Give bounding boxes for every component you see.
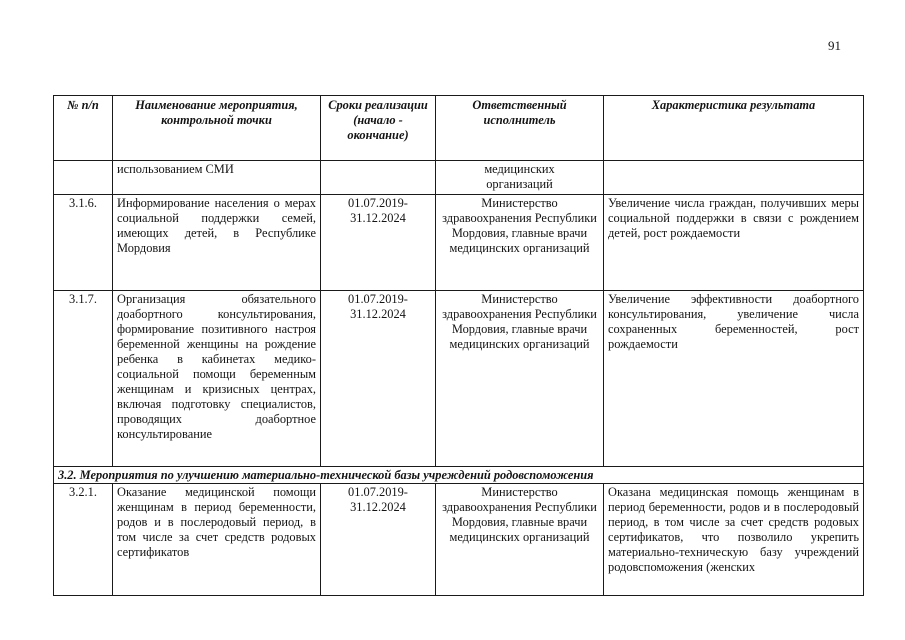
table-row	[54, 291, 864, 467]
table-row	[54, 161, 864, 195]
activities-table	[53, 95, 864, 596]
row-terms-cell: 01.07.2019-31.12.2024	[321, 195, 436, 291]
row-result-cell: Увеличение числа граждан, получивших меры социальной поддержки в связи с рождением детей, рост рождаемости	[604, 195, 864, 291]
table-row	[54, 195, 864, 291]
row-activity-cell: Информирование населения о мерах социальной поддержки семей, имеющих детей, в Республике Мордовия	[113, 195, 321, 291]
header-result: Характеристика результата	[604, 96, 864, 161]
row-terms-cell: 01.07.2019-31.12.2024	[321, 291, 436, 467]
section-heading: 3.2. Мероприятия по улучшению материально-технической базы учреждений родовспоможения	[54, 467, 864, 484]
row-responsible-cell	[436, 161, 604, 195]
row-activity-cell: использованием СМИ	[113, 161, 321, 195]
row-number-cell	[54, 161, 113, 195]
row-result-cell	[604, 161, 864, 195]
table-header-row	[54, 96, 864, 161]
row-number-cell: 3.1.6.	[54, 195, 113, 291]
row-responsible-cell: Министерство здравоохранения Республики Мордовия, главные врачи медицинских организаций	[436, 484, 604, 596]
header-number: № п/п	[54, 96, 113, 161]
row-responsible-cell: Министерство здравоохранения Республики Мордовия, главные врачи медицинских организаций	[436, 195, 604, 291]
row-terms-cell	[321, 161, 436, 195]
row-activity-cell: Организация обязательного доабортного консультирования, формирование позитивного настроя беременной женщины на рождение ребенка в кабинетах медико-социальной помощи беременным женщинам и кризисных центрах, включая подготовку специалистов, проводящих доабортное консультирование	[113, 291, 321, 467]
row-number-cell: 3.1.7.	[54, 291, 113, 467]
page-number: 91	[828, 38, 841, 53]
row-result-cell: Оказана медицинская помощь женщинам в период беременности, родов и в послеродовый период, в том числе за счет средств родовых сертификатов, что позволило укрепить материально-техническую базу учреждений родовспоможения (женских	[604, 484, 864, 596]
row-number-cell: 3.2.1.	[54, 484, 113, 596]
header-terms: Сроки реализации (начало - окончание)	[321, 96, 436, 161]
table-row	[54, 484, 864, 596]
row-activity-cell: Оказание медицинской помощи женщинам в период беременности, родов и в послеродовый период, в том числе за счет средств родовых сертификатов	[113, 484, 321, 596]
row-responsible-text: медицинских организаций	[484, 162, 555, 191]
row-terms-cell: 01.07.2019-31.12.2024	[321, 484, 436, 596]
header-responsible: Ответственный исполнитель	[436, 96, 604, 161]
row-result-cell: Увеличение эффективности доабортного консультирования, увеличение числа сохраненных беременностей, рост рождаемости	[604, 291, 864, 467]
row-responsible-cell: Министерство здравоохранения Республики Мордовия, главные врачи медицинских организаций	[436, 291, 604, 467]
section-row	[54, 467, 864, 484]
header-activity-name: Наименование мероприятия, контрольной точки	[113, 96, 321, 161]
